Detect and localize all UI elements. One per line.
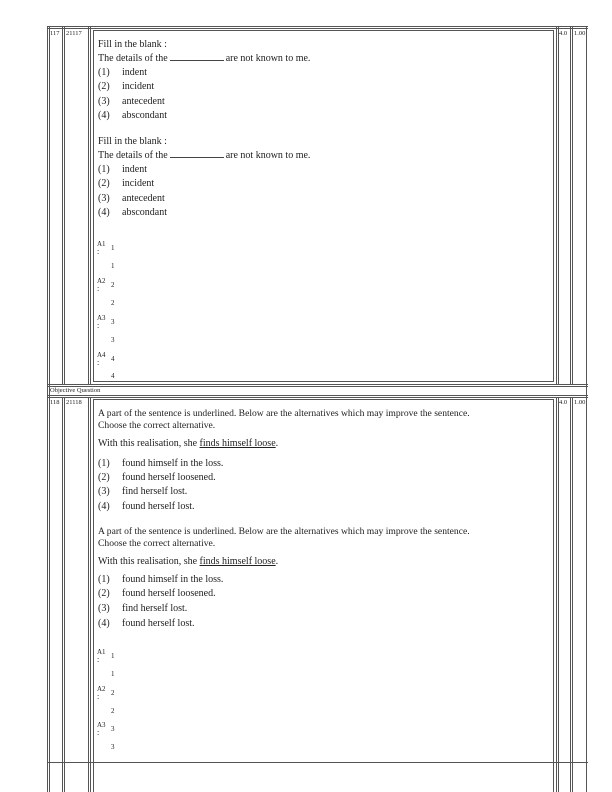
option-3: (3) find herself lost.	[98, 603, 188, 614]
answer-label: A4	[97, 351, 106, 359]
question-prompt: Fill in the blank :	[98, 39, 167, 50]
instruction-line: Choose the correct alternative.	[98, 420, 216, 431]
option-3: (3) find herself lost.	[98, 486, 188, 497]
underlined-phrase: finds himself loose	[199, 438, 276, 449]
answer-value: 1	[111, 244, 115, 252]
answer-label: A1	[97, 240, 106, 248]
option-4: (4) abscondant	[98, 207, 167, 218]
blank-line	[170, 52, 224, 61]
answer-colon: :	[97, 728, 100, 737]
answer-value: 3	[111, 725, 115, 733]
option-2: (2) found herself loosened.	[98, 472, 216, 483]
question-id: 21117	[66, 30, 82, 37]
question-number: 118	[50, 399, 60, 406]
instruction-line: Choose the correct alternative.	[98, 538, 216, 549]
answer-colon: :	[97, 358, 100, 367]
question-id: 21118	[66, 399, 82, 406]
answer-value: 3	[111, 318, 115, 326]
instruction-line: A part of the sentence is underlined. Below are the alternatives which may improve the sentence.	[98, 408, 470, 419]
option-4: (4) found herself lost.	[98, 501, 195, 512]
answer-colon: :	[97, 284, 100, 293]
option-4: (4) abscondant	[98, 110, 167, 121]
option-1: (1) indent	[98, 164, 147, 175]
answer-colon: :	[97, 247, 100, 256]
option-2: (2) incident	[98, 178, 155, 189]
option-3: (3) antecedent	[98, 193, 165, 204]
answer-sub: 3	[111, 743, 115, 751]
option-1: (1) found himself in the loss.	[98, 458, 224, 469]
option-4: (4) found herself lost.	[98, 618, 195, 629]
answer-label: A2	[97, 277, 106, 285]
answer-colon: :	[97, 655, 100, 664]
answer-colon: :	[97, 321, 100, 330]
answer-value: 2	[111, 281, 115, 289]
option-1: (1) indent	[98, 67, 147, 78]
answer-label: A3	[97, 721, 106, 729]
question-negative-marks: 1.00	[574, 30, 586, 37]
answer-sub: 2	[111, 707, 115, 715]
answer-value: 4	[111, 355, 115, 363]
question-stem: The details of the are not known to me.	[98, 150, 311, 161]
answer-colon: :	[97, 692, 100, 701]
answer-value: 2	[111, 689, 115, 697]
answer-sub: 3	[111, 336, 115, 344]
question-negative-marks: 1.00	[574, 399, 586, 406]
answer-label: A1	[97, 648, 106, 656]
option-1: (1) found himself in the loss.	[98, 574, 224, 585]
answer-sub: 2	[111, 299, 115, 307]
instruction-line: A part of the sentence is underlined. Below are the alternatives which may improve the sentence.	[98, 526, 470, 537]
question-marks: 4.0	[559, 399, 568, 406]
option-2: (2) incident	[98, 81, 155, 92]
question-marks: 4.0	[559, 30, 568, 37]
answer-label: A3	[97, 314, 106, 322]
answer-sub: 4	[111, 372, 115, 380]
option-2: (2) found herself loosened.	[98, 588, 216, 599]
answer-sub: 1	[111, 262, 115, 270]
section-label: Objective Question	[50, 387, 101, 394]
question-stem: The details of the are not known to me.	[98, 53, 311, 64]
blank-line	[170, 149, 224, 158]
sentence: With this realisation, she finds himself loose.	[98, 438, 279, 449]
underlined-phrase: finds himself loose	[199, 556, 276, 567]
answer-value: 1	[111, 652, 115, 660]
answer-label: A2	[97, 685, 106, 693]
question-prompt: Fill in the blank :	[98, 136, 167, 147]
sentence: With this realisation, she finds himself loose.	[98, 556, 279, 567]
answer-sub: 1	[111, 670, 115, 678]
option-3: (3) antecedent	[98, 96, 165, 107]
question-number: 117	[50, 30, 60, 37]
